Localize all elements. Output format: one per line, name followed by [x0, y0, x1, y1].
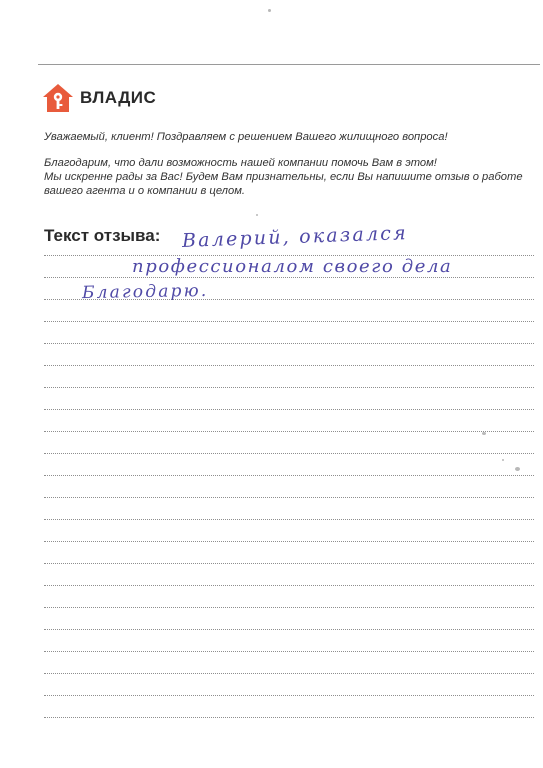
writing-line — [44, 409, 534, 410]
scan-speck — [502, 459, 504, 461]
writing-line — [44, 497, 534, 498]
request-text-line-1: Мы искренне рады за Вас! Будем Вам признательны, если Вы напишите отзыв о работе — [44, 171, 523, 183]
writing-line — [44, 475, 534, 476]
scan-speck — [268, 9, 271, 12]
handwritten-line-3: Благодарю. — [81, 280, 209, 304]
writing-line — [44, 695, 534, 696]
writing-line — [44, 585, 534, 586]
top-divider — [38, 64, 540, 65]
writing-line — [44, 343, 534, 344]
writing-line — [44, 277, 534, 278]
scan-speck — [482, 432, 486, 435]
writing-line — [44, 607, 534, 608]
request-text-line-2: вашего агента и о компании в целом. — [44, 185, 245, 197]
writing-line — [44, 365, 534, 366]
scan-speck — [256, 214, 258, 216]
writing-line — [44, 453, 534, 454]
writing-line — [44, 519, 534, 520]
writing-line — [44, 673, 534, 674]
writing-line — [44, 563, 534, 564]
handwritten-line-2: профессионалом своего дела — [132, 256, 453, 277]
writing-line — [44, 321, 534, 322]
greeting-text: Уважаемый, клиент! Поздравляем с решением Вашего жилищного вопроса! — [44, 131, 448, 143]
writing-line — [44, 629, 534, 630]
scan-speck — [515, 467, 520, 471]
writing-line — [44, 651, 534, 652]
brand-name: ВЛАДИС — [80, 88, 157, 107]
writing-line — [44, 431, 534, 432]
review-title: Текст отзыва: — [44, 226, 161, 245]
writing-line — [44, 717, 534, 718]
writing-line — [44, 541, 534, 542]
company-logo — [42, 83, 156, 113]
house-key-icon — [42, 83, 74, 113]
handwritten-line-1: Валерий, оказался — [181, 222, 409, 252]
thanks-text: Благодарим, что дали возможность нашей компании помочь Вам в этом! — [44, 157, 437, 169]
writing-line — [44, 387, 534, 388]
